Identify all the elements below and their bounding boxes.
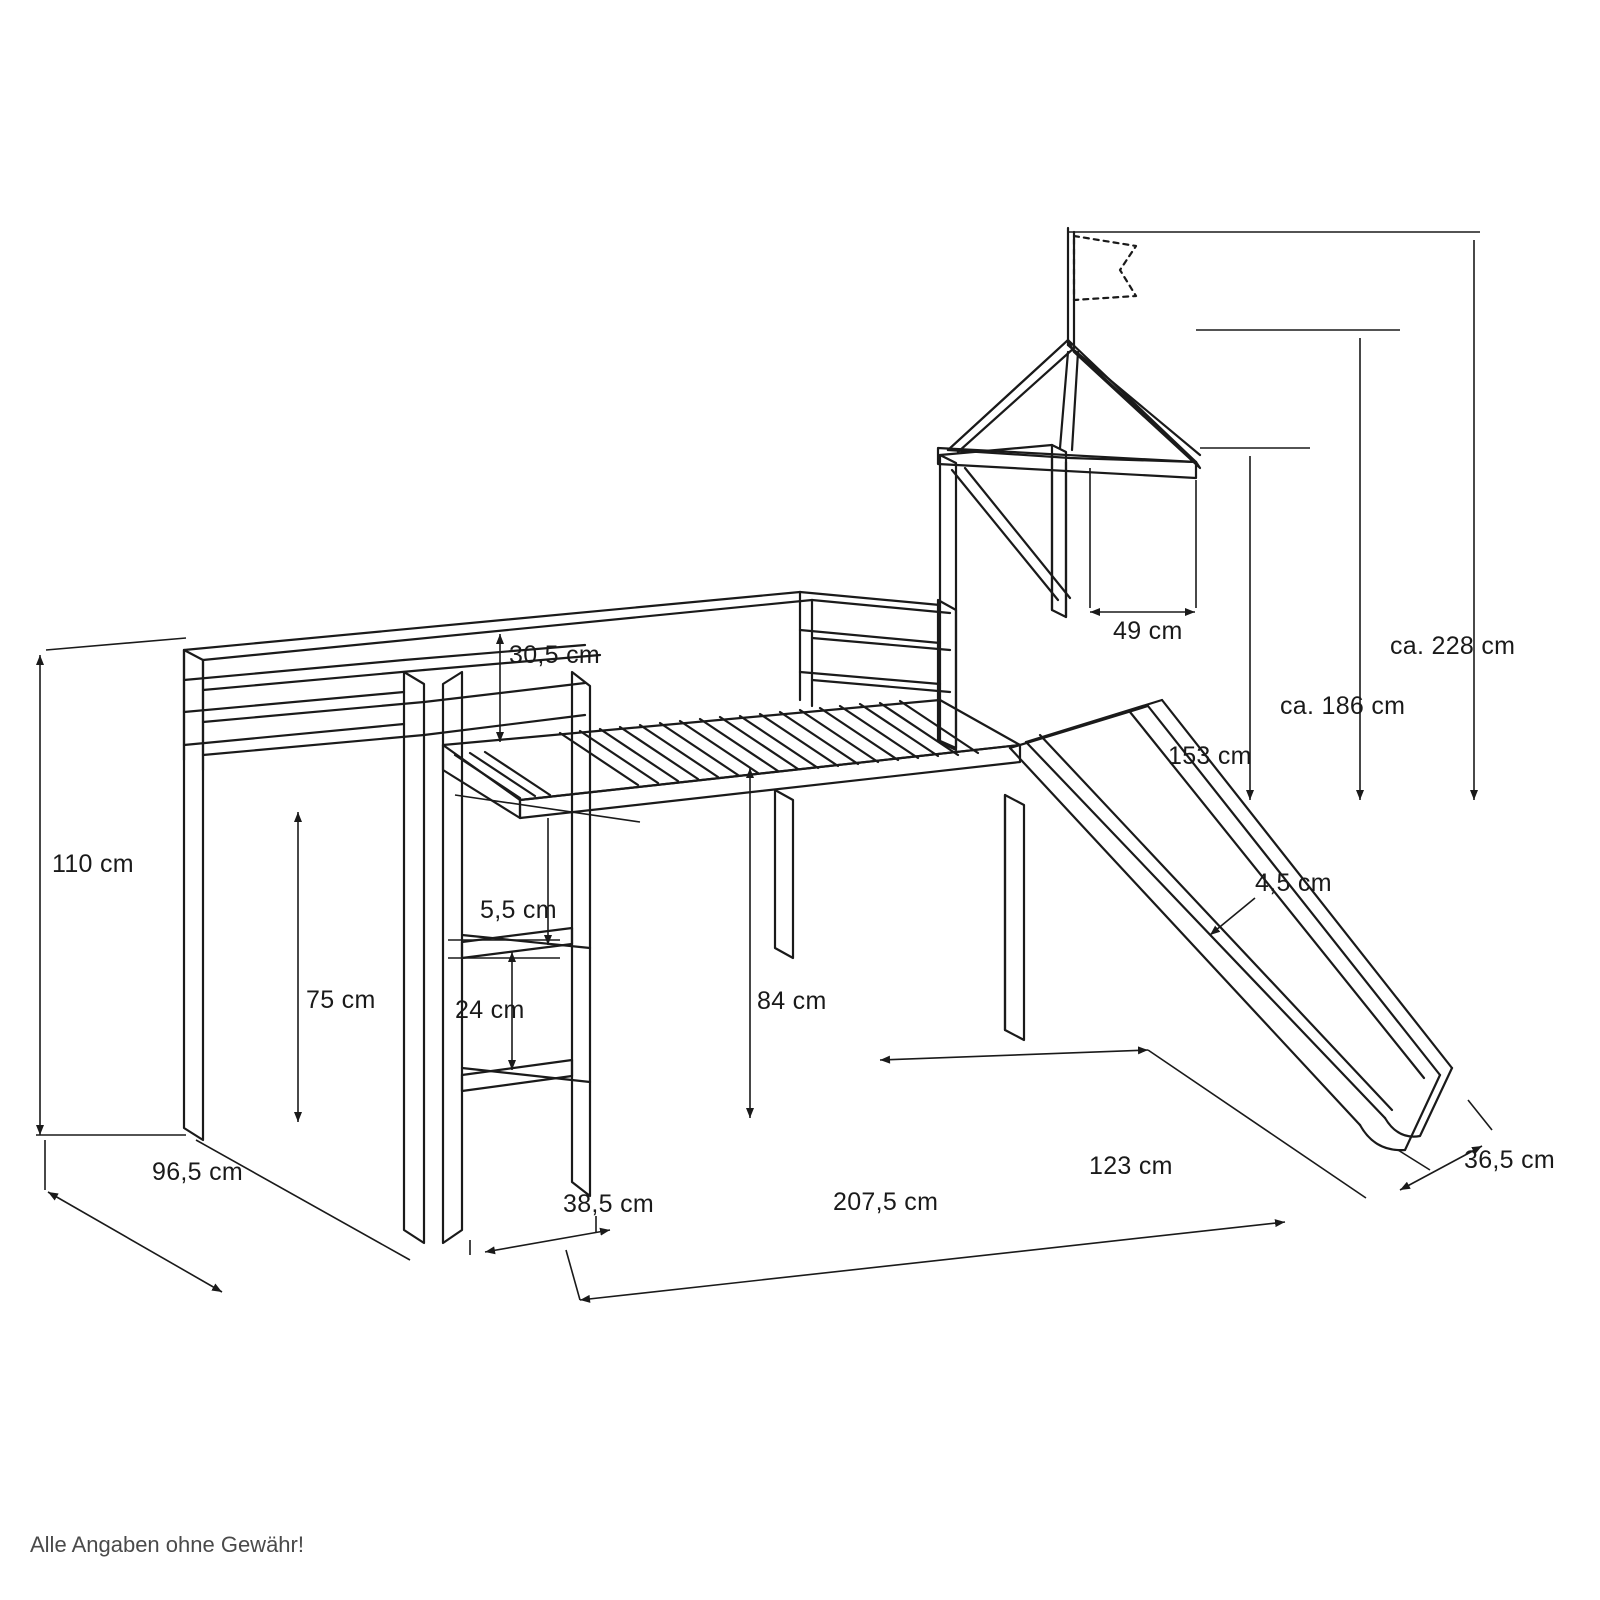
dimension-label-height-beam: 153 cm bbox=[1168, 742, 1252, 770]
dimension-label-lying-height: 84 cm bbox=[757, 987, 827, 1015]
dimension-label-clearance-left: 75 cm bbox=[306, 986, 376, 1014]
dimension-label-bed-length: 207,5 cm bbox=[833, 1188, 939, 1216]
dimension-label-depth-left: 96,5 cm bbox=[152, 1158, 244, 1186]
dimension-label-slide-width: 36,5 cm bbox=[1464, 1146, 1556, 1174]
dimension-label-rail-height: 30,5 cm bbox=[509, 641, 601, 669]
dimension-label-height-total: ca. 228 cm bbox=[1390, 632, 1516, 660]
dimension-label-step-gap: 24 cm bbox=[455, 996, 525, 1024]
dimension-label-height-roof: ca. 186 cm bbox=[1280, 692, 1406, 720]
dimension-label-step-depth: 5,5 cm bbox=[480, 896, 557, 924]
dimension-lines bbox=[36, 232, 1492, 1300]
dimension-label-tower-width: 49 cm bbox=[1113, 617, 1183, 645]
dimension-label-slide-rail: 4,5 cm bbox=[1255, 869, 1332, 897]
dimension-label-ladder-width: 38,5 cm bbox=[563, 1190, 655, 1218]
bed-frame-geometry bbox=[184, 228, 1452, 1243]
dimension-label-bed-height-left: 110 cm bbox=[52, 850, 134, 878]
dimension-label-slide-length: 123 cm bbox=[1089, 1152, 1173, 1180]
disclaimer-note: Alle Angaben ohne Gewähr! bbox=[30, 1532, 304, 1557]
